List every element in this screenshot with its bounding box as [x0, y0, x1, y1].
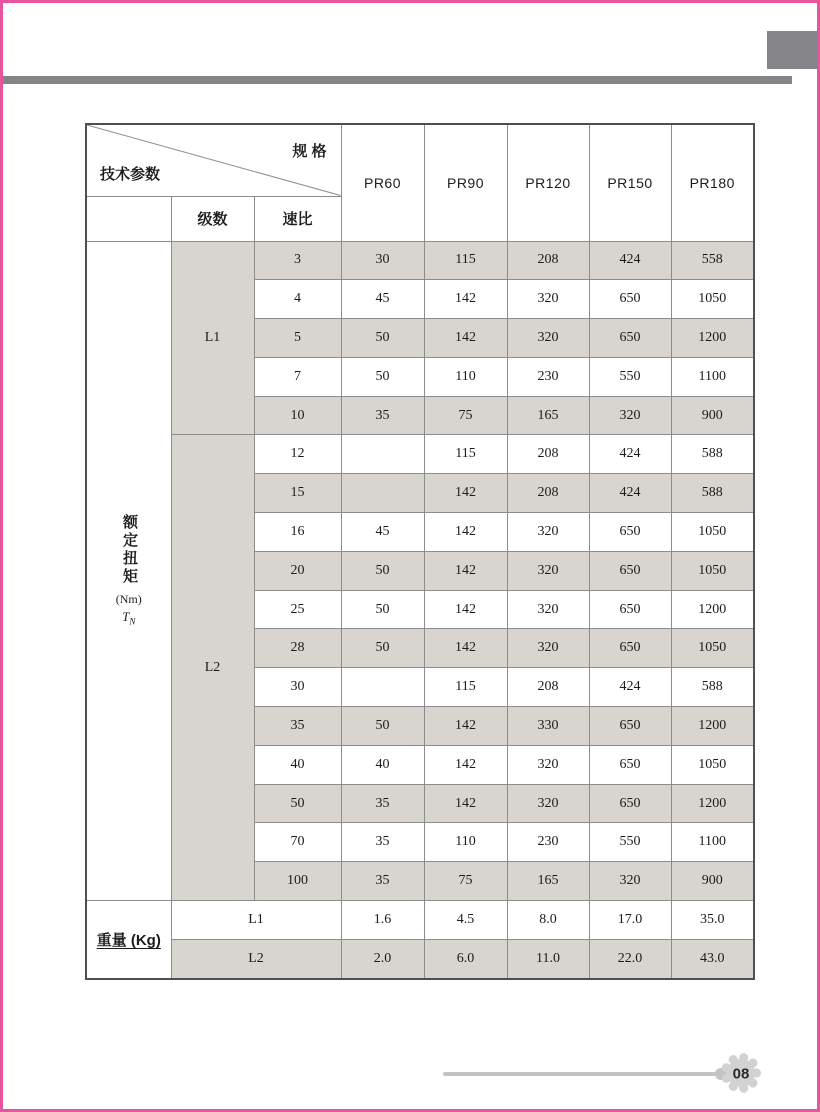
- value-cell: 50: [341, 357, 424, 396]
- value-cell: 588: [671, 474, 754, 513]
- value-cell: 320: [507, 319, 589, 358]
- table-row: [86, 901, 754, 940]
- value-cell: 650: [589, 629, 671, 668]
- value-cell: 320: [507, 280, 589, 319]
- ratio-cell: 25: [254, 590, 341, 629]
- value-cell: 1200: [671, 784, 754, 823]
- value-cell: 142: [424, 629, 507, 668]
- value-cell: [341, 435, 424, 474]
- value-cell: 17.0: [589, 901, 671, 940]
- value-cell: 1200: [671, 707, 754, 746]
- value-cell: 1050: [671, 280, 754, 319]
- stage-cell-l2: L2: [171, 435, 254, 901]
- ratio-cell: 50: [254, 784, 341, 823]
- value-cell: 1100: [671, 823, 754, 862]
- value-cell: 320: [507, 551, 589, 590]
- ratio-cell: 100: [254, 862, 341, 901]
- value-cell: 1050: [671, 629, 754, 668]
- ratio-cell: 3: [254, 241, 341, 280]
- value-cell: 900: [671, 862, 754, 901]
- column-header-pr60: PR60: [341, 124, 424, 241]
- column-header-pr90: PR90: [424, 124, 507, 241]
- value-cell: 50: [341, 319, 424, 358]
- ratio-cell: 16: [254, 513, 341, 552]
- ratio-cell: 40: [254, 745, 341, 784]
- value-cell: 320: [507, 513, 589, 552]
- value-cell: 75: [424, 396, 507, 435]
- value-cell: 45: [341, 513, 424, 552]
- value-cell: 558: [671, 241, 754, 280]
- value-cell: 1100: [671, 357, 754, 396]
- value-cell: 588: [671, 668, 754, 707]
- value-cell: 142: [424, 707, 507, 746]
- value-cell: 424: [589, 474, 671, 513]
- value-cell: 650: [589, 590, 671, 629]
- value-cell: 50: [341, 551, 424, 590]
- ratio-cell: 28: [254, 629, 341, 668]
- value-cell: 142: [424, 745, 507, 784]
- torque-label-vertical: 额定扭矩: [121, 514, 138, 587]
- value-cell: 1200: [671, 590, 754, 629]
- value-cell: 320: [507, 629, 589, 668]
- value-cell: 75: [424, 862, 507, 901]
- value-cell: 208: [507, 668, 589, 707]
- value-cell: 142: [424, 319, 507, 358]
- value-cell: 424: [589, 241, 671, 280]
- value-cell: 650: [589, 784, 671, 823]
- torque-unit: (Nm): [115, 592, 142, 607]
- value-cell: 230: [507, 357, 589, 396]
- header-rule-bar: [3, 76, 792, 84]
- value-cell: 900: [671, 396, 754, 435]
- value-cell: 1.6: [341, 901, 424, 940]
- value-cell: 1050: [671, 745, 754, 784]
- diagonal-corner-cell: [86, 124, 341, 196]
- value-cell: 142: [424, 551, 507, 590]
- spec-table: [85, 123, 755, 980]
- value-cell: 550: [589, 823, 671, 862]
- ratio-cell: 35: [254, 707, 341, 746]
- table-row: [86, 940, 754, 979]
- value-cell: 110: [424, 357, 507, 396]
- value-cell: 320: [507, 784, 589, 823]
- ratio-cell: 12: [254, 435, 341, 474]
- ratio-cell: 70: [254, 823, 341, 862]
- column-header-pr150: PR150: [589, 124, 671, 241]
- torque-symbol: $T_N$: [122, 609, 136, 628]
- value-cell: 165: [507, 862, 589, 901]
- ratio-cell: 4: [254, 280, 341, 319]
- value-cell: 320: [589, 396, 671, 435]
- table-row: [86, 435, 754, 474]
- torque-label-cell: [86, 241, 171, 901]
- value-cell: 2.0: [341, 940, 424, 979]
- value-cell: 35: [341, 396, 424, 435]
- value-cell: 4.5: [424, 901, 507, 940]
- value-cell: 115: [424, 668, 507, 707]
- value-cell: 45: [341, 280, 424, 319]
- value-cell: 1200: [671, 319, 754, 358]
- ratio-cell: 15: [254, 474, 341, 513]
- value-cell: [341, 668, 424, 707]
- value-cell: 115: [424, 241, 507, 280]
- subheader-empty-cell: [86, 196, 171, 241]
- corner-label-spec: 规 格: [292, 143, 327, 160]
- weight-label: 重量 (Kg): [96, 931, 161, 949]
- value-cell: [341, 474, 424, 513]
- value-cell: 22.0: [589, 940, 671, 979]
- value-cell: 40: [341, 745, 424, 784]
- value-cell: 35.0: [671, 901, 754, 940]
- ratio-cell: 5: [254, 319, 341, 358]
- corner-label-parameters: 技术参数: [100, 165, 161, 183]
- column-header-pr180: PR180: [671, 124, 754, 241]
- header-corner-block: [767, 31, 817, 69]
- value-cell: 208: [507, 241, 589, 280]
- subheader-ratio: 速比: [254, 196, 341, 241]
- weight-stage-cell: L2: [171, 940, 341, 979]
- torque-label: [87, 514, 171, 627]
- subheader-stage: 级数: [171, 196, 254, 241]
- value-cell: 208: [507, 474, 589, 513]
- value-cell: 50: [341, 707, 424, 746]
- weight-stage-cell: L1: [171, 901, 341, 940]
- value-cell: 30: [341, 241, 424, 280]
- table-header-row: [86, 124, 754, 196]
- stage-cell-l1: L1: [171, 241, 254, 435]
- value-cell: 588: [671, 435, 754, 474]
- weight-label-cell: [86, 901, 171, 979]
- gear-page-number-icon: [719, 1051, 763, 1095]
- value-cell: 8.0: [507, 901, 589, 940]
- value-cell: 230: [507, 823, 589, 862]
- value-cell: 650: [589, 319, 671, 358]
- column-header-pr120: PR120: [507, 124, 589, 241]
- value-cell: 35: [341, 784, 424, 823]
- table-row: [86, 241, 754, 280]
- value-cell: 330: [507, 707, 589, 746]
- ratio-cell: 7: [254, 357, 341, 396]
- ratio-cell: 10: [254, 396, 341, 435]
- value-cell: 650: [589, 745, 671, 784]
- value-cell: 320: [589, 862, 671, 901]
- footer-rule-line: [443, 1072, 725, 1076]
- value-cell: 320: [507, 745, 589, 784]
- value-cell: 50: [341, 590, 424, 629]
- value-cell: 1050: [671, 513, 754, 552]
- value-cell: 6.0: [424, 940, 507, 979]
- value-cell: 424: [589, 435, 671, 474]
- value-cell: 650: [589, 707, 671, 746]
- value-cell: 208: [507, 435, 589, 474]
- ratio-cell: 30: [254, 668, 341, 707]
- value-cell: 142: [424, 280, 507, 319]
- value-cell: 1050: [671, 551, 754, 590]
- value-cell: 650: [589, 513, 671, 552]
- page-number: 08: [732, 1065, 750, 1083]
- value-cell: 650: [589, 551, 671, 590]
- value-cell: 35: [341, 823, 424, 862]
- ratio-cell: 20: [254, 551, 341, 590]
- value-cell: 35: [341, 862, 424, 901]
- value-cell: 424: [589, 668, 671, 707]
- value-cell: 50: [341, 629, 424, 668]
- value-cell: 43.0: [671, 940, 754, 979]
- value-cell: 115: [424, 435, 507, 474]
- value-cell: 165: [507, 396, 589, 435]
- value-cell: 142: [424, 590, 507, 629]
- value-cell: 650: [589, 280, 671, 319]
- value-cell: 142: [424, 513, 507, 552]
- value-cell: 11.0: [507, 940, 589, 979]
- value-cell: 320: [507, 590, 589, 629]
- value-cell: 550: [589, 357, 671, 396]
- value-cell: 142: [424, 784, 507, 823]
- value-cell: 142: [424, 474, 507, 513]
- value-cell: 110: [424, 823, 507, 862]
